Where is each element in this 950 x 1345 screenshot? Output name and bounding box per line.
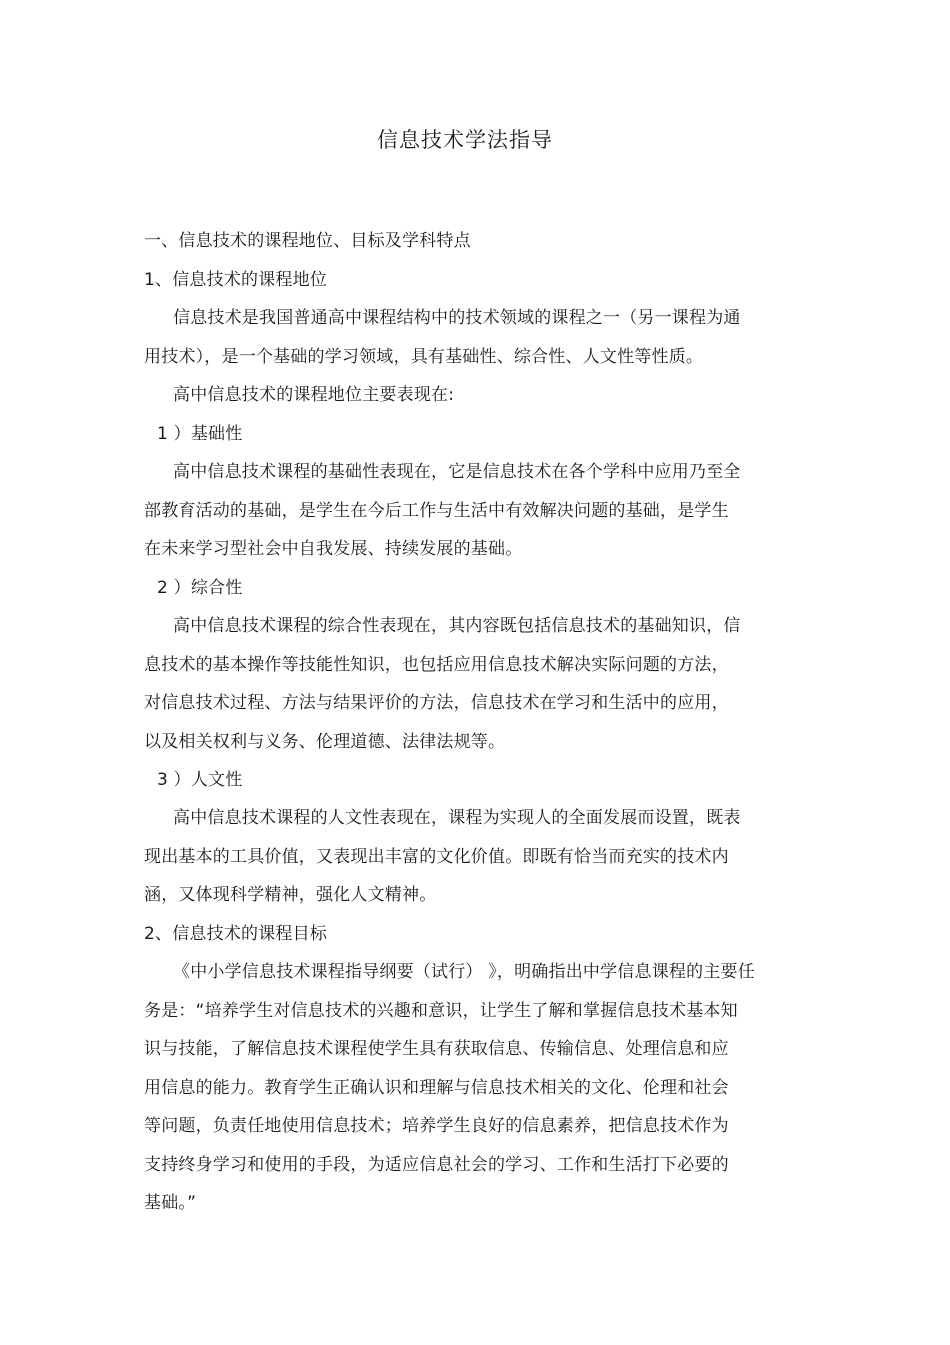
subsection-heading-1-1: 1、信息技术的课程地位 [144,270,328,290]
subsection-heading-1-2: 2、信息技术的课程目标 [144,924,328,944]
list-item-heading: 3 ）人文性 [157,770,243,790]
document-title: 信息技术学法指导 [377,128,553,152]
paragraph-line: 涵，又体现科学精神，强化人文精神。 [144,885,437,905]
paragraph-line: 务是：“培养学生对信息技术的兴趣和意识，让学生了解和掌握信息技术基本知 [144,1001,738,1021]
paragraph-line: 高中信息技术课程的综合性表现在，其内容既包括信息技术的基础知识，信 [173,616,741,636]
list-item-heading: 2 ）综合性 [157,578,243,598]
paragraph-line: 高中信息技术课程的基础性表现在，它是信息技术在各个学科中应用乃至全 [173,462,741,482]
paragraph-line: 在未来学习型社会中自我发展、持续发展的基础。 [144,539,523,559]
paragraph-line: 对信息技术过程、方法与结果评价的方法，信息技术在学习和生活中的应用， [144,693,729,713]
paragraph-line: 信息技术是我国普通高中课程结构中的技术领域的课程之一（另一课程为通 [173,308,741,328]
paragraph-line: 以及相关权利与义务、伦理道德、法律法规等。 [144,732,506,752]
paragraph-line: 部教育活动的基础，是学生在今后工作与生活中有效解决问题的基础，是学生 [144,501,729,521]
paragraph-line: 识与技能，了解信息技术课程使学生具有获取信息、传输信息、处理信息和应 [144,1039,729,1059]
paragraph-line: 高中信息技术的课程地位主要表现在: [173,385,455,405]
paragraph-line: 用信息的能力。教育学生正确认识和理解与信息技术相关的文化、伦理和社会 [144,1078,729,1098]
paragraph-line: 《中小学信息技术课程指导纲要（试行） 》，明确指出中学信息课程的主要任 [173,962,755,982]
paragraph-line: 等问题，负责任地使用信息技术；培养学生良好的信息素养，把信息技术作为 [144,1116,729,1136]
paragraph-line: 用技术），是一个基础的学习领域，具有基础性、综合性、人文性等性质。 [144,347,704,367]
paragraph-line: 基础。” [144,1193,197,1213]
paragraph-line: 现出基本的工具价值，又表现出丰富的文化价值。即既有恰当而充实的技术内 [144,847,729,867]
paragraph-line: 高中信息技术课程的人文性表现在，课程为实现人的全面发展而设置，既表 [173,808,741,828]
paragraph-line: 息技术的基本操作等技能性知识，也包括应用信息技术解决实际问题的方法， [144,655,729,675]
list-item-heading: 1 ）基础性 [157,424,243,444]
section-heading-1: 一、信息技术的课程地位、目标及学科特点 [144,231,471,251]
paragraph-line: 支持终身学习和使用的手段，为适应信息社会的学习、工作和生活打下必要的 [144,1155,729,1175]
